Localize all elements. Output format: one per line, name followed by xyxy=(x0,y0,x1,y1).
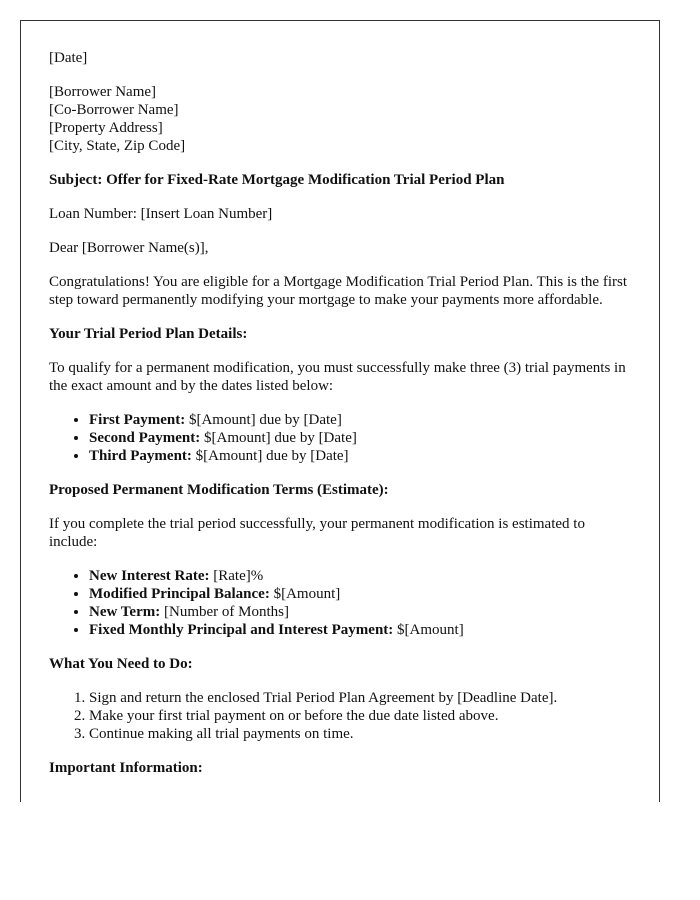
letter-page xyxy=(20,20,660,802)
terms-list xyxy=(49,567,631,639)
terms-text: If you complete the trial period successfully, your permanent modification is estimated to include: xyxy=(49,516,585,550)
list-item xyxy=(89,411,631,429)
trial-payments-list xyxy=(49,411,631,465)
item-label: Modified Principal Balance: xyxy=(89,586,270,602)
property-address: [Property Address] xyxy=(49,120,163,136)
important-heading: Important Information: xyxy=(49,760,203,776)
item-value: $[Amount] xyxy=(393,622,464,638)
loan-number: Loan Number: [Insert Loan Number] xyxy=(49,206,273,222)
item-value: [Rate]% xyxy=(209,568,264,584)
list-item xyxy=(89,447,631,465)
item-label: Second Payment: xyxy=(89,430,201,446)
list-item xyxy=(89,585,631,603)
trial-heading: Your Trial Period Plan Details: xyxy=(49,326,248,342)
item-label: First Payment: xyxy=(89,412,186,428)
borrower-name: [Borrower Name] xyxy=(49,84,157,100)
list-item xyxy=(89,567,631,585)
city-state-zip: [City, State, Zip Code] xyxy=(49,138,186,154)
item-label: New Interest Rate: xyxy=(89,568,210,584)
intro-paragraph: Congratulations! You are eligible for a Mortgage Modification Trial Period Plan. This is the first step toward permanently modifying your mortgage to make your payments more affordable. xyxy=(49,274,627,308)
item-label: Third Payment: xyxy=(89,448,192,464)
item-value: [Number of Months] xyxy=(160,604,289,620)
list-item xyxy=(89,429,631,447)
item-label: New Term: xyxy=(89,604,161,620)
todo-list xyxy=(49,689,631,743)
subject-line: Subject: Offer for Fixed-Rate Mortgage Modification Trial Period Plan xyxy=(49,172,505,188)
recipient-address xyxy=(49,83,631,155)
todo-heading: What You Need to Do: xyxy=(49,656,193,672)
list-item: 3. Continue making all trial payments on time. xyxy=(89,725,631,743)
co-borrower-name: [Co-Borrower Name] xyxy=(49,102,179,118)
item-label: Fixed Monthly Principal and Interest Payment: xyxy=(89,622,394,638)
salutation: Dear [Borrower Name(s)], xyxy=(49,240,209,256)
item-value: $[Amount] due by [Date] xyxy=(191,448,349,464)
letter-date: [Date] xyxy=(49,50,88,66)
item-value: $[Amount] due by [Date] xyxy=(185,412,342,428)
item-value: $[Amount] due by [Date] xyxy=(200,430,357,446)
trial-text: To qualify for a permanent modification, you must successfully make three (3) trial payments in the exact amount and by the dates listed below: xyxy=(49,360,626,394)
list-item: 1. Sign and return the enclosed Trial Period Plan Agreement by [Deadline Date]. xyxy=(89,689,631,707)
list-item: 2. Make your first trial payment on or before the due date listed above. xyxy=(89,707,631,725)
terms-heading: Proposed Permanent Modification Terms (Estimate): xyxy=(49,482,389,498)
item-value: $[Amount] xyxy=(269,586,341,602)
list-item xyxy=(89,603,631,621)
list-item xyxy=(89,621,631,639)
